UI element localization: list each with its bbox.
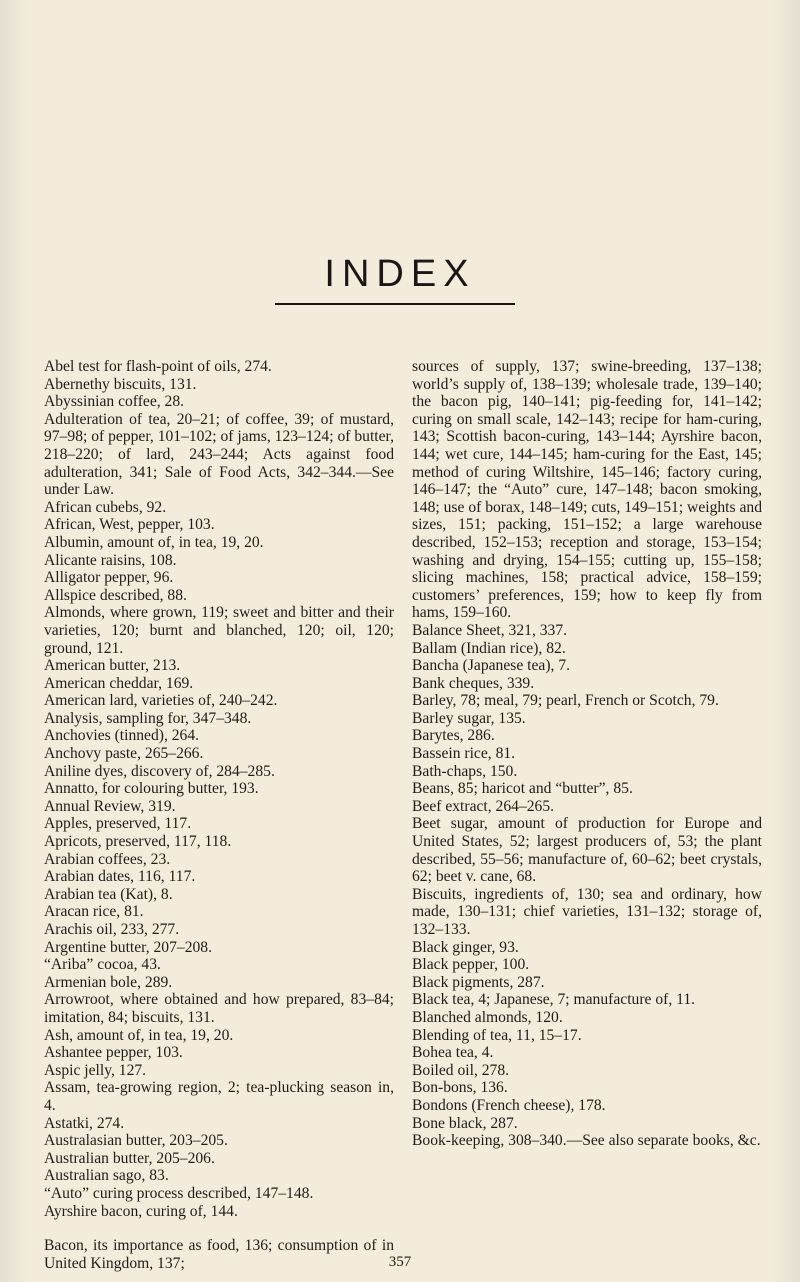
index-entry: Bondons (French cheese), 178. (412, 1096, 606, 1114)
index-entry: Armenian bole, 289. (44, 973, 173, 991)
index-entry: sources of supply, 137; swine-breeding, 137–138; world’s supply of, 138–139; wholesale trade, 139–140; the bacon pig, 140–141; pig-feeding for, 141–142; curing on small scale, 142–143; recipe for ham-curing, 143; Scottish bacon-curing, 143–144; Ayrshire bacon, 144; wet cure, 144–145; ham-curing for the East, 145; method of curing Wiltshire, 145–146; factory curing, 146–147; the “Auto” cure, 147–148; bacon smoking, 148; use of borax, 148–149; cuts, 149–151; weights and sizes, 151; packing, 151–152; a large warehouse described, 152–153; reception and storage, 153–154; washing and drying, 154–155; cutting up, 155–158; slicing machines, 158; practical advice, 158–159; customers’ preferences, 159; how to keep fly from hams, 159–160. (412, 358, 762, 622)
index-entry: Australian butter, 205–206. (44, 1149, 215, 1167)
index-entry: Alligator pepper, 96. (44, 569, 174, 587)
index-entry: Blending of tea, 11, 15–17. (412, 1026, 582, 1044)
index-entry: Balance Sheet, 321, 337. (412, 621, 568, 639)
index-entry: Abernethy biscuits, 131. (44, 375, 197, 393)
index-entry: American cheddar, 169. (44, 674, 194, 692)
index-entry: Astatki, 274. (44, 1114, 125, 1132)
page-number: 357 (388, 1254, 412, 1270)
index-column-right (412, 358, 762, 1150)
index-entry: Adulteration of tea, 20–21; of coffee, 39; of mustard, 97–98; of pepper, 101–102; of jams, 123–124; of butter, 218–220; of lard, 243–244; Acts against food adulteration, 341; Sale of Food Acts, 342–344.—See under Law. (44, 410, 394, 499)
index-entry: Ash, amount of, in tea, 19, 20. (44, 1026, 234, 1044)
index-entry: Anchovies (tinned), 264. (44, 727, 200, 745)
index-entry: Albumin, amount of, in tea, 19, 20. (44, 533, 264, 551)
index-entry: Ashantee pepper, 103. (44, 1044, 183, 1062)
index-entry: Black ginger, 93. (412, 938, 519, 956)
index-entry: Black pepper, 100. (412, 956, 530, 974)
index-entry: Book-keeping, 308–340.—See also separate books, &c. (412, 1132, 761, 1150)
index-entry: Aracan rice, 81. (44, 903, 144, 921)
index-entry: Annual Review, 319. (44, 797, 176, 815)
index-entry: Arabian coffees, 23. (44, 850, 171, 868)
index-entry: American butter, 213. (44, 657, 181, 675)
index-entry: Ballam (Indian rice), 82. (412, 639, 566, 657)
index-entry: American lard, varieties of, 240–242. (44, 692, 278, 710)
index-entry: Arabian tea (Kat), 8. (44, 885, 173, 903)
index-entry: Bank cheques, 339. (412, 674, 535, 692)
index-entry: African cubebs, 92. (44, 498, 167, 516)
title-rule (275, 303, 515, 305)
index-entry: Bon-bons, 136. (412, 1079, 508, 1097)
index-entry: Bone black, 287. (412, 1114, 518, 1132)
index-entry: Bath-chaps, 150. (412, 762, 518, 780)
index-entry: Ayrshire bacon, curing of, 144. (44, 1202, 238, 1220)
index-entry: Alicante raisins, 108. (44, 551, 177, 569)
index-entry: Blanched almonds, 120. (412, 1008, 563, 1026)
index-entry: “Auto” curing process described, 147–148. (44, 1184, 314, 1202)
index-entry: Analysis, sampling for, 347–348. (44, 709, 252, 727)
index-column-left (44, 358, 394, 1272)
index-entry: Apples, preserved, 117. (44, 815, 192, 833)
index-entry: Argentine butter, 207–208. (44, 938, 212, 956)
index-entry: Beans, 85; haricot and “butter”, 85. (412, 780, 633, 798)
index-entry: Barley, 78; meal, 79; pearl, French or Scotch, 79. (412, 692, 719, 710)
page-title: INDEX (324, 253, 476, 296)
index-entry: Black tea, 4; Japanese, 7; manufacture of, 11. (412, 991, 696, 1009)
index-entry: Bassein rice, 81. (412, 745, 516, 763)
index-entry: Biscuits, ingredients of, 130; sea and ordinary, how made, 130–131; chief varieties, 131–132; storage of, 132–133. (412, 885, 762, 938)
index-entry: Aspic jelly, 127. (44, 1061, 147, 1079)
index-entry: Barley sugar, 135. (412, 709, 526, 727)
index-entry: Aniline dyes, discovery of, 284–285. (44, 762, 275, 780)
index-entry: Bacon, its importance as food, 136; consumption of in United Kingdom, 137; (44, 1237, 394, 1272)
index-entry: Annatto, for colouring butter, 193. (44, 780, 259, 798)
index-entry: Bohea tea, 4. (412, 1044, 494, 1062)
index-entry: Black pigments, 287. (412, 973, 545, 991)
index-entry: Abyssinian coffee, 28. (44, 393, 185, 411)
index-entry: Anchovy paste, 265–266. (44, 745, 204, 763)
index-entry: Australian sago, 83. (44, 1167, 169, 1185)
index-entry: Arabian dates, 116, 117. (44, 868, 196, 886)
page-edge-left (0, 0, 30, 1282)
index-entry: Abel test for flash-point of oils, 274. (44, 358, 272, 375)
index-entry: Arachis oil, 233, 277. (44, 921, 180, 938)
index-entry: Allspice described, 88. (44, 586, 187, 604)
index-entry: Bancha (Japanese tea), 7. (412, 657, 571, 675)
page-edge-right (770, 0, 800, 1282)
index-entry: Apricots, preserved, 117, 118. (44, 833, 232, 851)
index-entry: Beef extract, 264–265. (412, 797, 555, 815)
index-entry: Barytes, 286. (412, 727, 495, 745)
index-entry: Beet sugar, amount of production for Europe and United States, 52; largest producers of, 53; the plant described, 55–56; manufacture of, 60–62; beet crystals, 62; beet v. cane, 68. (412, 815, 762, 886)
index-entry: Assam, tea-growing region, 2; tea-plucking season in, 4. (44, 1079, 394, 1114)
index-entry: African, West, pepper, 103. (44, 516, 215, 534)
index-entry: Almonds, where grown, 119; sweet and bitter and their varieties, 120; burnt and blanched, 120; oil, 120; ground, 121. (44, 604, 394, 657)
index-entry: Australasian butter, 203–205. (44, 1132, 228, 1150)
index-entry: “Ariba” cocoa, 43. (44, 956, 161, 974)
index-entry: Arrowroot, where obtained and how prepared, 83–84; imitation, 84; biscuits, 131. (44, 991, 394, 1026)
index-entry: Boiled oil, 278. (412, 1061, 510, 1079)
